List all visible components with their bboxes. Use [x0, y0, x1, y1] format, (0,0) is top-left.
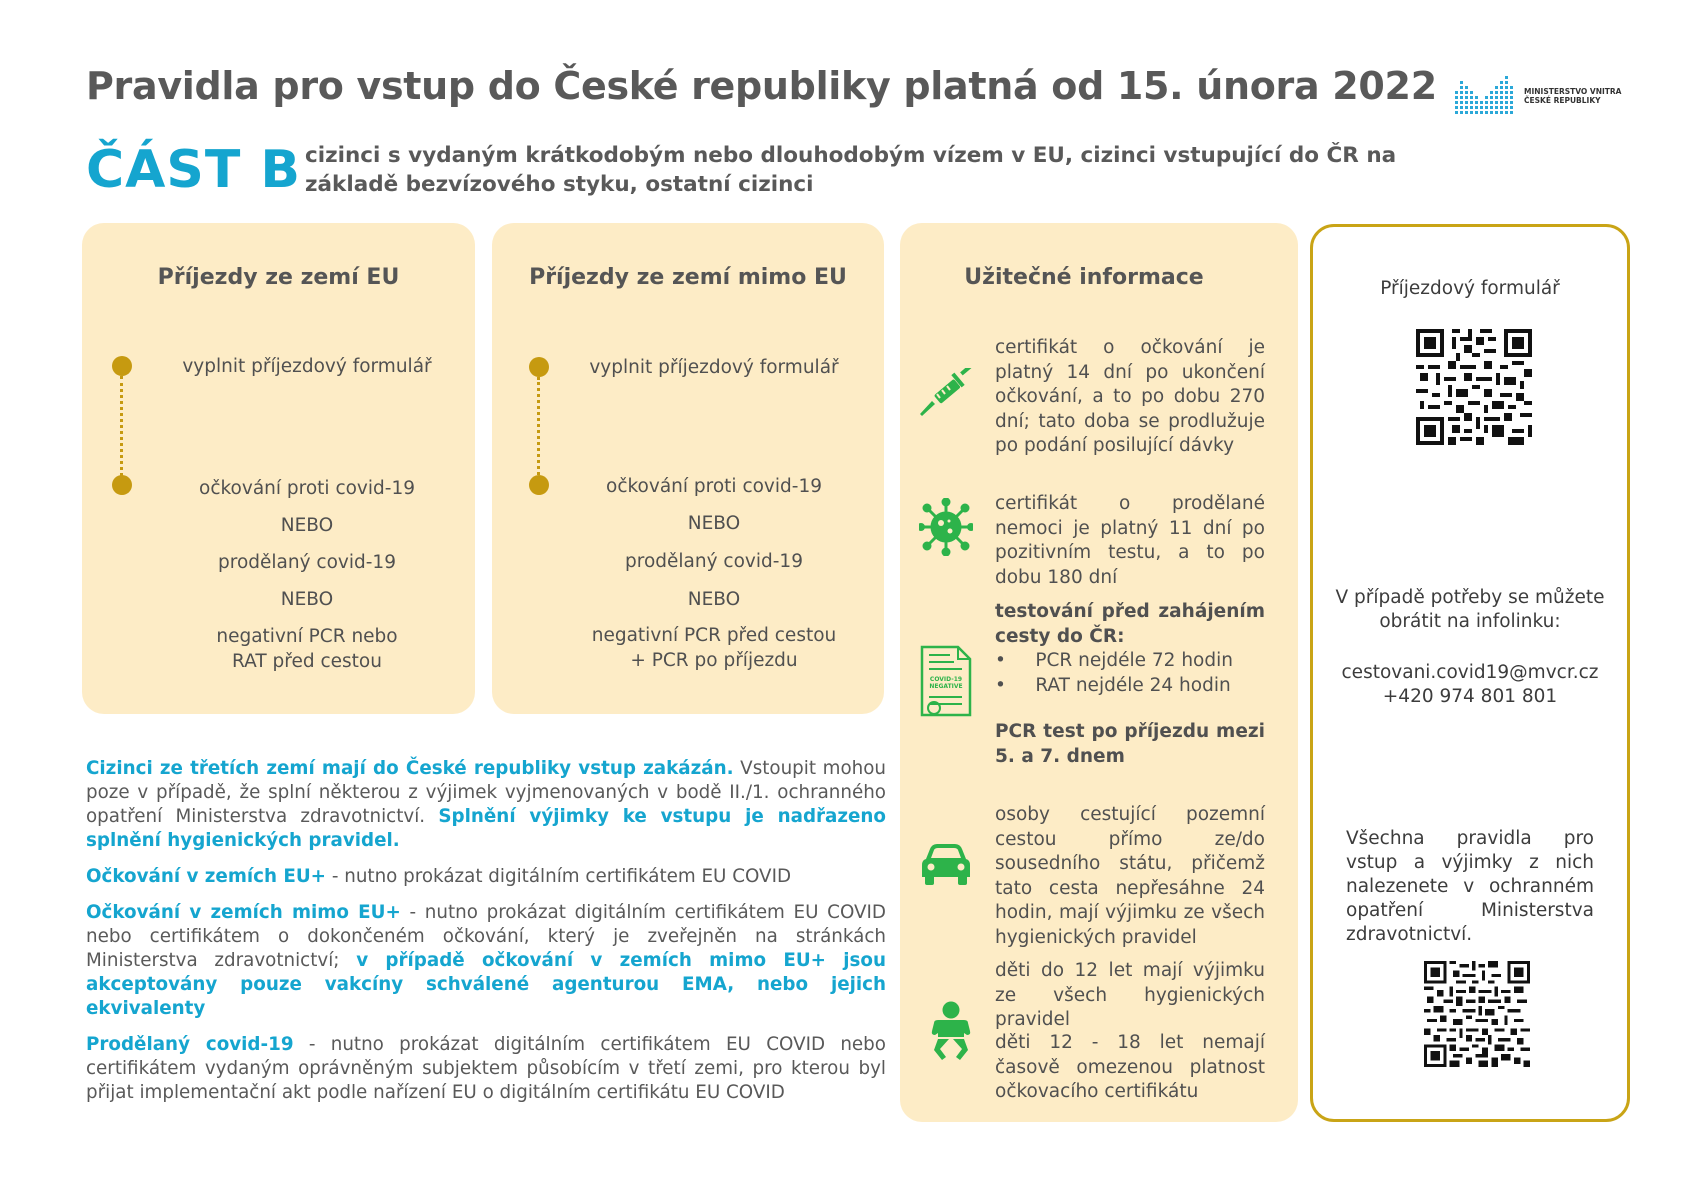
step-option-recovered: prodělaný covid-19 [625, 551, 803, 572]
rules-note: Všechna pravidla pro vstup a výjimky z nich nalezenete v ochranném opatření Ministerstva zdravotnictví. [1346, 828, 1594, 945]
info-vaccine-certificate: certifikát o očkování je platný 14 dní po ukončení očkování, a to po dobu 270 dní; tato doba se prodlužuje po podání posilující dávky [995, 337, 1265, 456]
test-certificate-icon: COVID-19 NEGATIVE [920, 645, 972, 717]
info-pcr-after-arrival: PCR test po příjezdu mezi 5. a 7. dnem [995, 721, 1265, 767]
or-label: NEBO [280, 589, 334, 610]
list-item: • RAT nejdéle 24 hodin [995, 674, 1231, 696]
step-option-vaccine: očkování proti covid-19 [199, 478, 415, 499]
helpline-intro: V případě potřeby se můžete obrátit na infolinku: [1335, 587, 1605, 632]
qr-code-icon [1424, 961, 1530, 1067]
arrival-form-qr-code[interactable] [1416, 329, 1532, 445]
contact-sidebar [1310, 224, 1630, 1122]
testing-list [995, 649, 1265, 698]
part-label: ČÁST B [86, 140, 302, 200]
rules-qr-code[interactable] [1424, 961, 1530, 1067]
virus-icon [919, 498, 973, 556]
panel-title: Užitečné informace [964, 265, 1204, 290]
panel-title: Příjezdy ze zemí EU [157, 265, 400, 290]
paragraph-vaccination-eu: Očkování v zemích EU+ - nutno prokázat digitálním certifikátem EU COVID [86, 866, 792, 887]
syringe-icon [916, 368, 976, 420]
info-recovery-certificate: certifikát o prodělané nemoci je platný 11 dní po pozitivním testu, a to po dobu 180 dní [995, 493, 1265, 588]
entry-rules-text [86, 757, 886, 1117]
ministry-logo-icon [1455, 75, 1519, 119]
qr-code-icon [1416, 329, 1532, 445]
or-label: NEBO [687, 513, 741, 534]
panel-noneu-arrivals [492, 223, 884, 714]
step-fill-form: vyplnit příjezdový formulář [589, 357, 839, 378]
testing-title: testování před zahájením cesty do ČR: [995, 601, 1265, 647]
or-label: NEBO [687, 589, 741, 610]
step-dot [529, 357, 549, 377]
step-connector [120, 376, 123, 476]
part-subtitle: cizinci s vydaným krátkodobým nebo dlouhodobým vízem v EU, cizinci vstupující do ČR na základě bezvízového styku, ostatní cizinci [305, 143, 1397, 197]
child-icon [930, 1001, 972, 1061]
paragraph-third-countries: Cizinci ze třetích zemí mají do České republiky vstup zakázán. Vstoupit mohou poze v případě, že splní některou z výjimek vyjmenovaných v bodě II./1. ochranného opatření Ministerstva zdravotnictví. Splnění výjimky ke vstupu je nadřazeno splnění hygienických pravidel. [86, 758, 887, 851]
panel-title: Příjezdy ze zemí mimo EU [529, 265, 847, 290]
car-icon [922, 843, 970, 885]
info-children-12-18: děti 12 - 18 let nemají časově omezenou platnost očkovacího certifikátu [995, 1032, 1265, 1102]
contact-email[interactable]: cestovani.covid19@mvcr.cz [1341, 662, 1599, 683]
step-dot [112, 475, 132, 495]
arrival-form-title: Příjezdový formulář [1380, 278, 1560, 299]
info-land-travel: osoby cestující pozemní cestou přímo ze/do sousedního státu, přičemž tato cesta nepřesáhne 24 hodin, mají výjimku ze všech hygienických pravidel [995, 804, 1265, 948]
list-item: • PCR nejdéle 72 hodin [995, 650, 1233, 671]
or-label: NEBO [280, 515, 334, 536]
step-fill-form: vyplnit příjezdový formulář [182, 356, 432, 377]
step-option-vaccine: očkování proti covid-19 [606, 476, 822, 497]
contact-phone[interactable]: +420 974 801 801 [1382, 686, 1558, 707]
step-dot [112, 356, 132, 376]
paragraph-vaccination-noneu: Očkování v zemích mimo EU+ - nutno prokázat digitálním certifikátem EU COVID nebo certifikátem o dokončeném očkování, který je zveřejněn na stránkách Ministerstva zdravotnictví; v případě očkování v zemích mimo EU+ jsou akceptovány pouze vakcíny schválené agenturou EMA, nebo jejich ekvivalenty [86, 902, 886, 1019]
info-children-under-12: děti do 12 let mají výjimku ze všech hygienických pravidel [995, 960, 1265, 1030]
step-option-test: negativní PCR před cestou + PCR po příjezdu [591, 625, 837, 671]
step-option-test: negativní PCR nebo RAT před cestou [216, 626, 398, 672]
page-title: Pravidla pro vstup do České republiky platná od 15. února 2022 [86, 64, 1437, 108]
ministry-logo-text: MINISTERSTVO VNITRA ČESKÉ REPUBLIKY [1524, 87, 1622, 105]
paragraph-recovered: Prodělaný covid-19 - nutno prokázat digitálním certifikátem EU COVID nebo certifikátem vydaným oprávněným subjektem působícím v třetí zemi, pro kterou byl přijat implementační akt podle nařízení EU o digitálním certifikátu EU COVID [86, 1034, 886, 1103]
step-dot [529, 475, 549, 495]
contact-details [1313, 661, 1627, 709]
panel-eu-arrivals [82, 223, 475, 714]
step-option-recovered: prodělaný covid-19 [218, 552, 396, 573]
step-connector [537, 377, 540, 475]
info-testing [995, 600, 1265, 698]
ministry-logo [1455, 75, 1622, 119]
